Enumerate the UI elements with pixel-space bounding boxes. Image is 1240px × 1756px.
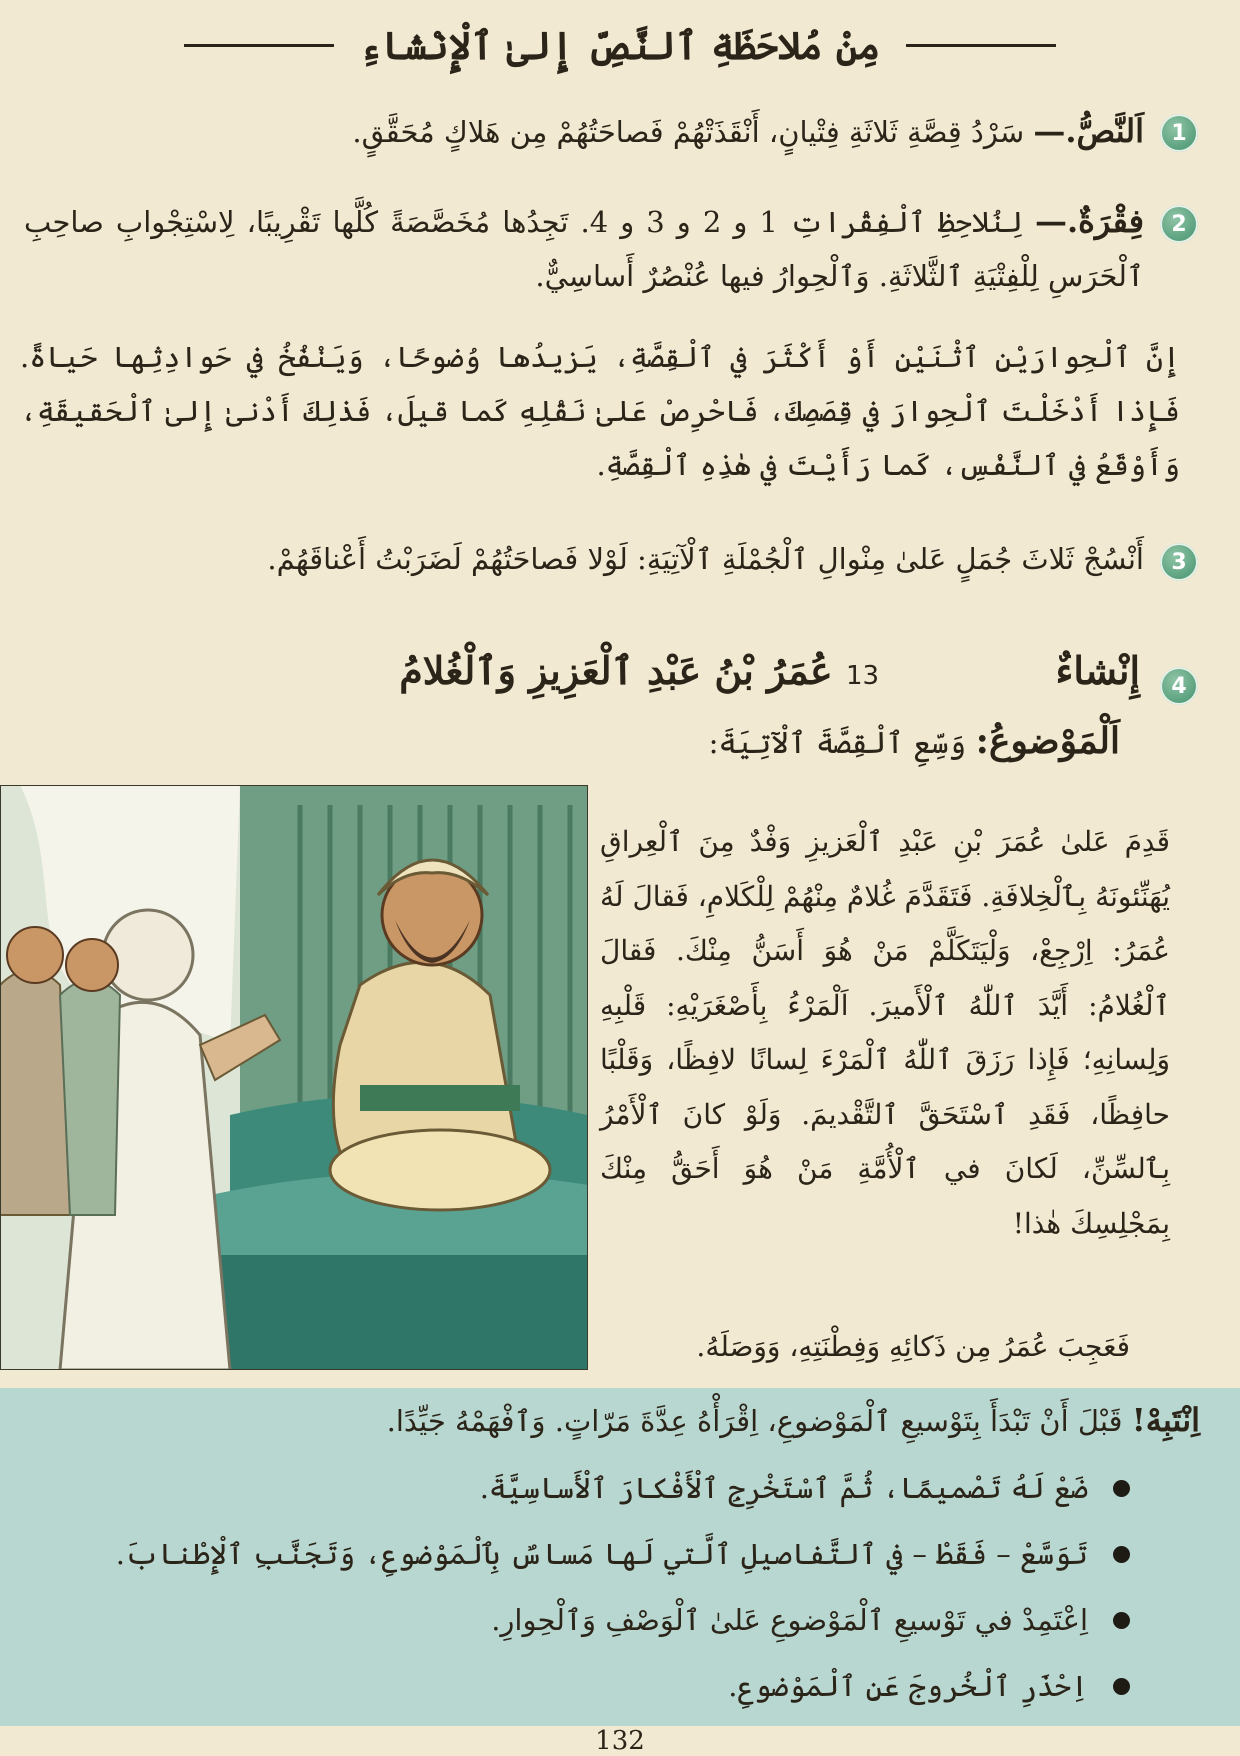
section-3-badge: 3: [1160, 543, 1198, 581]
title-rule-right: [906, 44, 1056, 47]
tip-item-text: تَوَسَّعْ – فَقَطْ – في ٱلتَّفاصيلِ ٱلَّتي لَها مَساسٌ بِٱلْمَوْضوعِ، وَتَجَنَّبِ ٱلْإِطْنابَ.: [115, 1537, 1088, 1571]
section-3-text: أَنْسُجْ ثَلاثَ جُمَلٍ عَلىٰ مِنْوالِ ٱلْجُمْلَةِ ٱلْآتِيَةِ: لَوْلا فَصاحَتُهُمْ لَضَرَبْتُ أَعْناقَهُمْ.: [267, 542, 1144, 576]
section-2-text: [24, 194, 1144, 303]
bullet-icon: [1113, 1678, 1130, 1695]
bullet-icon: [1113, 1612, 1130, 1629]
topic-text: وَسِّعِ ٱلْقِصَّةَ ٱلْآتِيَةَ:: [708, 726, 976, 761]
tip-label: اِنْتَبِهْ!: [1131, 1401, 1200, 1439]
tip-item: [30, 1455, 1130, 1521]
tip-item: [30, 1653, 1130, 1719]
tip-intro: [10, 1393, 1200, 1448]
section-2-label: فِقْرَةٌ.—: [1034, 202, 1144, 240]
tip-item-text: اِعْتَمِدْ في تَوْسيعِ ٱلْمَوْضوعِ عَلىٰ ٱلْوَصْفِ وَٱلْحِوارِ.: [491, 1603, 1088, 1637]
tip-item: [30, 1521, 1130, 1587]
title-rule-left: [184, 44, 334, 47]
story-illustration: [0, 785, 588, 1370]
page-number: 132: [595, 1726, 645, 1756]
caliph-lap: [330, 1130, 550, 1210]
lesson-title: عُمَرُ بْنُ عَبْدِ ٱلْعَزِيزِ وَٱلْغُلامُ: [399, 648, 833, 693]
tip-item: [30, 1587, 1130, 1653]
bullet-icon: [1113, 1480, 1130, 1497]
section-1-label: اَلنَّصُّ.—: [1033, 112, 1144, 150]
section-1-text: [34, 104, 1144, 159]
story-body: قَدِمَ عَلىٰ عُمَرَ بْنِ عَبْدِ ٱلْعَزيزِ وَفْدٌ مِنَ ٱلْعِراقِ يُهَنِّئونَهُ بِٱلْخِلافَةِ. فَتَقَدَّمَ غُلامٌ مِنْهُمْ لِلْكَلامِ، فَقالَ لَهُ عُمَرُ: اِرْجِعْ، وَلْيَتَكَلَّمْ مَنْ هُوَ أَسَنُّ مِنْكَ. فَقالَ ٱلْغُلامُ: أَيَّدَ ٱللّٰهُ ٱلْأَميرَ. اَلْمَرْءُ بِأَصْغَرَيْهِ: قَلْبِهِ وَلِسانِهِ؛ فَإِذا رَزَقَ ٱللّٰهُ ٱلْمَرْءَ لِسانًا لافِظًا، وَقَلْبًا حافِظًا، فَقَدِ ٱسْتَحَقَّ ٱلتَّقْديمَ. وَلَوْ كانَ ٱلْأَمْرُ بِٱلسِّنِّ، لَكانَ في ٱلْأُمَّةِ مَنْ هُوَ أَحَقُّ مِنْكَ بِمَجْلِسِكَ هٰذا!: [600, 825, 1170, 1240]
section-2-paragraph: إِنَّ ٱلْحِوارَيْنِ ٱثْنَيْنِ أَوْ أَكْثَرَ في ٱلْقِصَّةِ، يَزيدُها وُضوحًا، وَيَنْفُخُ في حَوادِثِها حَياةً. فَإِذا أَدْخَلْتَ ٱلْحِوارَ في قِصَصِكَ، فَاحْرِصْ عَلىٰ نَقْلِهِ كَما قيلَ، فَذٰلِكَ أَدْنىٰ إِلىٰ ٱلْحَقيقَةِ، وَأَوْقَعُ في ٱلنَّفْسِ، كَما رَأَيْتَ في هٰذِهِ ٱلْقِصَّةِ.: [20, 340, 1180, 482]
section-4-label: إِنْشاءٌ: [1055, 648, 1140, 693]
caliph-sash: [360, 1085, 520, 1111]
topic-label: اَلْمَوْضوعُ:: [975, 720, 1120, 762]
tip-item-text: ضَعْ لَهُ تَصْميمًا، ثُمَّ ٱسْتَخْرِجِ ٱلْأَفْكارَ ٱلْأَساسِيَّةَ.: [479, 1471, 1088, 1505]
section-2-badge: 2: [1160, 205, 1198, 243]
tip-item-text: اِحْذَرِ ٱلْخُروجَ عَنِ ٱلْمَوْضوعِ.: [728, 1669, 1088, 1703]
section-1-body: سَرْدُ قِصَّةِ ثَلاثَةِ فِتْيانٍ، أَنْقَذَتْهُمْ فَصاحَتُهُمْ مِن هَلاكٍ مُحَقَّقٍ.: [352, 115, 1034, 149]
page-title: مِنْ مُلاحَظَةِ ٱلنَّصِّ إِلىٰ ٱلْإِنْشاءِ: [359, 22, 881, 68]
section-1-badge: 1: [1160, 114, 1198, 152]
section-4-badge: 4: [1160, 667, 1198, 705]
lesson-number: 13: [845, 661, 880, 691]
section-2-body: لِنُلاحِظِ ٱلْفِقْراتِ 1 و 2 و 3 و 4. تَجِدُها مُخَصَّصَةً كُلَّها تَقْرِيبًا، لِاسْتِجْوابِ صاحِبِ ٱلْحَرَسِ لِلْفِتْيَةِ ٱلثَّلاثَةِ. وَٱلْحِوارُ فيها عُنْصُرٌ أَساسِيٌّ.: [24, 205, 1144, 293]
section-4-heading: [399, 648, 1140, 693]
topic-line: [708, 720, 1120, 762]
page-header: [0, 10, 1240, 80]
bullet-icon: [1113, 1546, 1130, 1563]
story-ending: فَعَجِبَ عُمَرُ مِن ذَكائِهِ وَفِطْنَتِهِ، وَوَصَلَهُ.: [696, 1330, 1130, 1363]
throne-base: [200, 1255, 588, 1370]
tip-intro-text: قَبْلَ أَنْ تَبْدَأَ بِتَوْسيعِ ٱلْمَوْضوعِ، اِقْرَأْهُ عِدَّةَ مَرّاتٍ. وَٱفْهَمْهُ جَيِّدًا.: [386, 1404, 1132, 1438]
tip-list: [30, 1455, 1130, 1719]
